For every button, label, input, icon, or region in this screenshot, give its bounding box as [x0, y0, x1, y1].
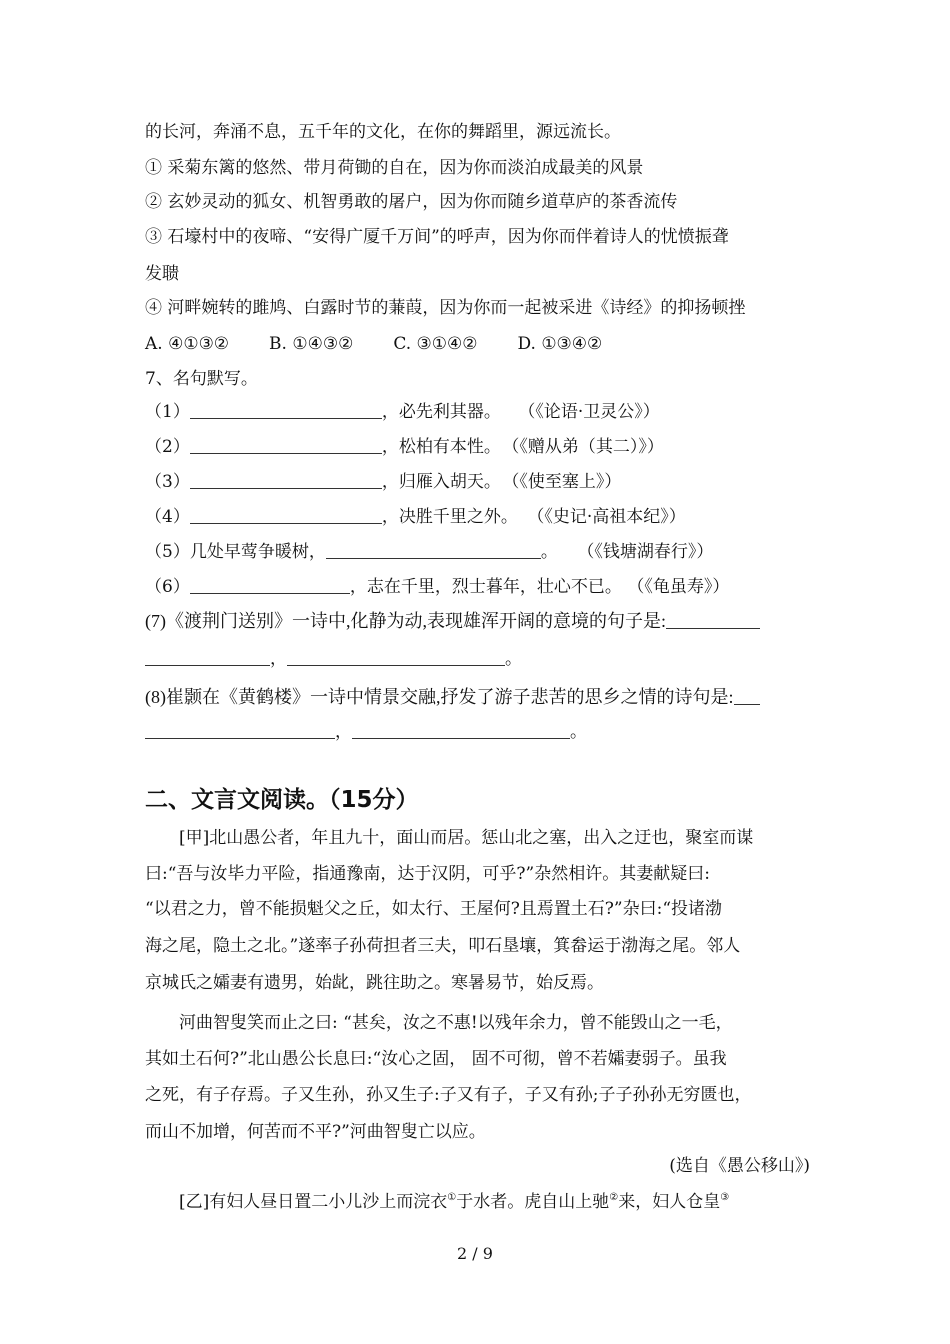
- answer-blank[interactable]: [287, 647, 505, 666]
- passage-b-line-1: [145, 1190, 810, 1214]
- q6-sentence-3: ③ 石壕村中的夜啼、“安得广厦千万间”的呼声，因为你而伴着诗人的忧愤振聋: [145, 227, 729, 247]
- q7-item-7: [145, 609, 810, 633]
- item-text: ，: [270, 649, 287, 669]
- q6-options: [145, 332, 810, 356]
- q7-item-6: [145, 575, 810, 599]
- q7-item-1: [145, 400, 810, 424]
- answer-blank[interactable]: [352, 720, 570, 739]
- passage-text: 于水者。虎自山上驰: [456, 1192, 610, 1212]
- item-text: (8)崔颢在《黄鹤楼》一诗中情景交融,抒发了游子悲苦的思乡之情的诗句是:: [145, 687, 734, 707]
- q6-sentence-1: ① 采菊东篱的悠然、带月荷锄的自在，因为你而淡泊成最美的风景: [145, 158, 644, 178]
- item-text: ，: [335, 722, 352, 742]
- item-source: （《论语·卫灵公》）: [526, 402, 660, 422]
- item-text: 。: [540, 542, 558, 562]
- item-source: （《使至塞上》）: [510, 472, 622, 492]
- option-a: A. ④①③②: [145, 334, 230, 354]
- page-number: 2 / 9: [457, 1244, 493, 1263]
- footnote-marker: ②: [609, 1192, 619, 1203]
- item-text: ，志在千里，烈士暮年，壮心不已。: [349, 577, 622, 597]
- answer-blank[interactable]: [326, 540, 541, 559]
- passage-a-p2-line-1: 河曲智叟笑而止之曰: “甚矣，汝之不惠!以残年余力，曾不能毁山之一毛，: [179, 1013, 733, 1033]
- q6-continuation: 的长河，奔涌不息，五千年的文化，在你的舞蹈里，源远流长。: [145, 122, 621, 142]
- item-number: （2）: [145, 437, 190, 457]
- q7-item-4: [145, 505, 810, 529]
- item-text: ，决胜千里之外。: [381, 507, 518, 527]
- option-d: D. ①③④②: [517, 334, 603, 354]
- q7-item-8: [145, 685, 810, 709]
- item-source: （《龟虽寿》）: [635, 577, 730, 597]
- item-text: ，松柏有本性。: [381, 437, 501, 457]
- item-text: ，必先利其器。: [381, 402, 501, 422]
- item-text: ，归雁入胡天。: [381, 472, 501, 492]
- item-text: 。: [505, 649, 522, 669]
- item-number: （6）: [145, 577, 190, 597]
- footnote-marker: ③: [720, 1192, 730, 1203]
- passage-text: 来，妇人仓皇: [618, 1192, 721, 1212]
- q6-sentence-3-cont: 发聩: [145, 264, 179, 284]
- item-text: 。: [570, 722, 587, 742]
- section-heading: 二、文言文阅读。（15分）: [145, 787, 419, 813]
- option-b: B. ①④③②: [269, 334, 354, 354]
- passage-text: [乙]有妇人昼日置二小儿沙上而浣衣: [179, 1192, 448, 1212]
- passage-a-line-2: 曰:“吾与汝毕力平险，指通豫南，达于汉阴，可乎?”杂然相许。其妻献疑曰:: [145, 864, 710, 884]
- answer-blank[interactable]: [190, 505, 382, 524]
- option-c: C. ③①④②: [393, 334, 478, 354]
- passage-a-line-5: 京城氏之孀妻有遗男，始龀，跳往助之。寒暑易节，始反焉。: [145, 973, 604, 993]
- answer-blank[interactable]: [190, 575, 350, 594]
- answer-blank[interactable]: [190, 470, 382, 489]
- answer-blank[interactable]: [145, 720, 335, 739]
- item-number: （1）: [145, 402, 190, 422]
- q7-item-5: [145, 540, 810, 564]
- q6-sentence-2: ② 玄妙灵动的狐女、机智勇敢的屠户，因为你而随乡道草庐的茶香流传: [145, 192, 678, 212]
- item-text: （5）几处早莺争暖树，: [145, 542, 326, 562]
- answer-blank[interactable]: [145, 647, 270, 666]
- passage-a-line-3: “以君之力，曾不能损魁父之丘，如太行、王屋何?且焉置土石?”杂曰:“投诸渤: [145, 899, 723, 919]
- q7-item-7-cont: [145, 647, 810, 671]
- answer-blank[interactable]: [666, 610, 760, 629]
- item-number: （3）: [145, 472, 190, 492]
- item-source: （《史记·高祖本纪》）: [535, 507, 686, 527]
- passage-source: (选自《愚公移山》): [669, 1156, 810, 1176]
- answer-blank[interactable]: [734, 686, 760, 705]
- item-source: （《钱塘湖春行》）: [585, 542, 714, 562]
- passage-a-line-4: 海之尾，隐土之北。”遂率子孙荷担者三夫，叩石垦壤，箕畚运于渤海之尾。邻人: [145, 936, 741, 956]
- passage-a-line-1: [甲]北山愚公者，年且九十，面山而居。惩山北之塞，出入之迂也，聚室而谋: [179, 828, 754, 848]
- passage-a-p2-line-3: 之死，有子存焉。子又生孙，孙又生子:子又有子，子又有孙;子子孙孙无穷匮也，: [145, 1085, 752, 1105]
- answer-blank[interactable]: [190, 435, 382, 454]
- q7-item-3: [145, 470, 810, 494]
- footnote-marker: ①: [447, 1192, 457, 1203]
- passage-a-p2-line-4: 而山不加增，何苦而不平?”河曲智叟亡以应。: [145, 1122, 486, 1142]
- q7-title: 7、名句默写。: [145, 369, 258, 389]
- item-text: (7)《渡荆门送别》一诗中,化静为动,表现雄浑开阔的意境的句子是:: [145, 611, 666, 631]
- answer-blank[interactable]: [190, 400, 382, 419]
- q7-item-8-cont: [145, 720, 810, 744]
- q7-item-2: [145, 435, 810, 459]
- item-source: （《赠从弟（其二）》）: [510, 437, 664, 457]
- q6-sentence-4: ④ 河畔婉转的雎鸠、白露时节的蒹葭，因为你而一起被采进《诗经》的抑扬顿挫: [145, 298, 746, 318]
- item-number: （4）: [145, 507, 190, 527]
- passage-a-p2-line-2: 其如土石何?”北山愚公长息曰:“汝心之固， 固不可彻，曾不若孀妻弱子。虽我: [145, 1049, 727, 1069]
